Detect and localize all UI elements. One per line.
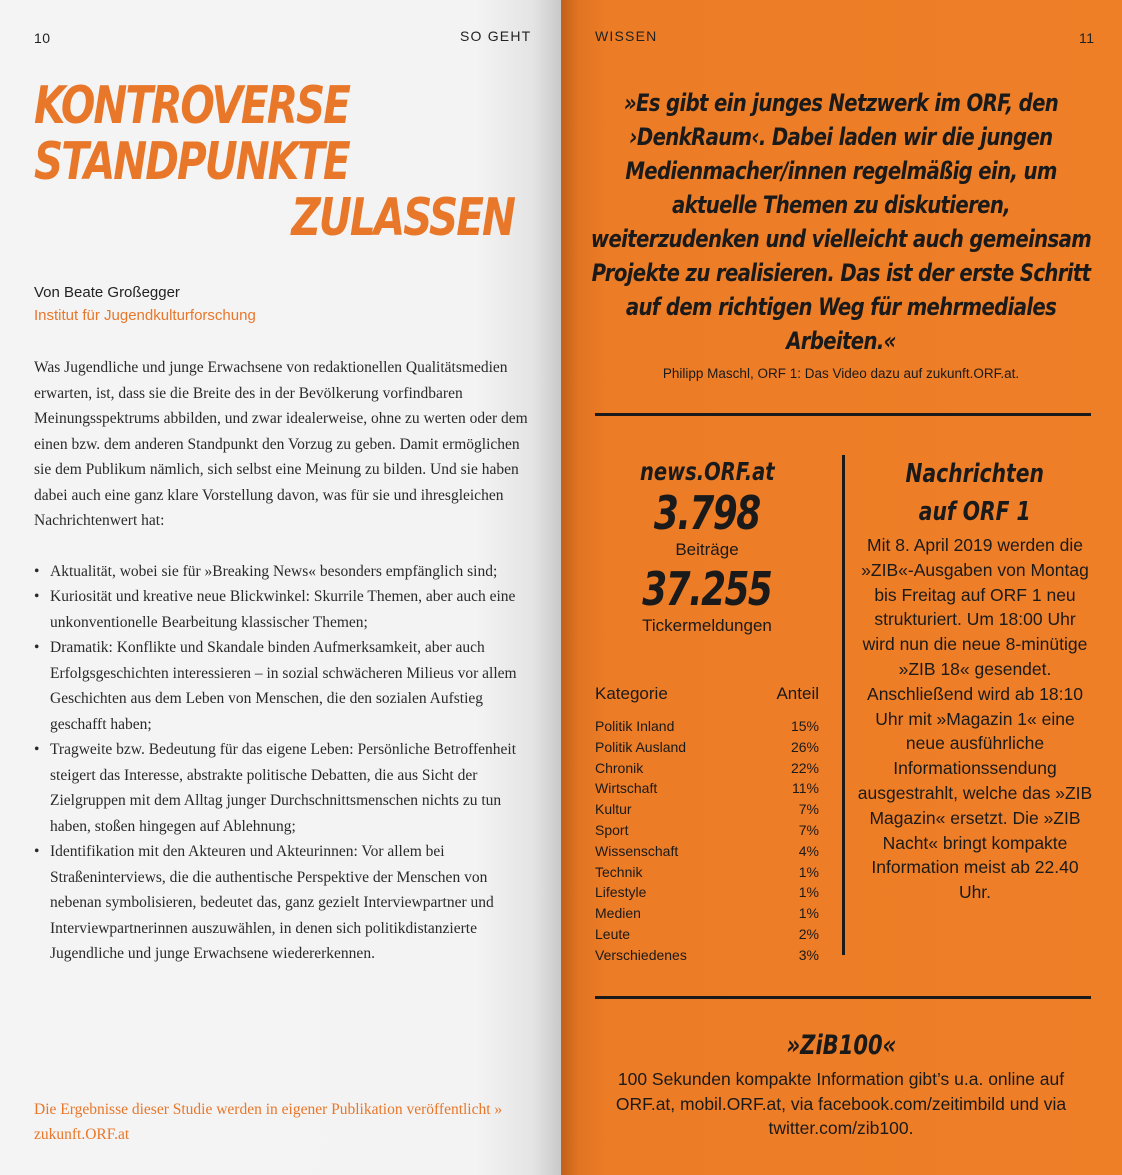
pull-quote	[591, 86, 1091, 358]
share-cell: 7%	[798, 801, 819, 818]
category-cell: Leute	[595, 925, 631, 942]
share-cell: 1%	[798, 863, 819, 880]
section-label-right: WISSEN	[595, 28, 658, 44]
headline-line-1: KONTROVERSE	[34, 76, 349, 136]
headline-line-2: STANDPUNKTE	[34, 132, 349, 192]
news-orf-title: news.ORF.at	[639, 457, 775, 486]
table-row	[595, 882, 819, 903]
author-institution: Institut für Jugendkulturforschung	[34, 307, 256, 324]
category-cell: Kultur	[595, 801, 632, 818]
share-cell: 3%	[798, 946, 819, 963]
right-page	[561, 0, 1122, 1175]
category-cell: Medien	[595, 905, 641, 922]
orf1-description: Mit 8. April 2019 werden die »ZIB«-Ausgaben von Montag bis Freitag auf ORF 1 neu strukturiert. Um 18:00 Uhr wird nun die neue 8-minütige »ZIB 18« gesendet. Anschließend wird ab 18:10 Uhr mit »Magazin 1« eine neue ausführliche Informationssendung ausgestrahlt, welche das »ZIB Magazin« ersetzt. Die »ZIB Nacht« bringt kompakte Information meist ab 22.40 Uhr.	[857, 535, 1093, 903]
divider-bottom	[595, 996, 1091, 999]
category-cell: Sport	[595, 821, 629, 838]
category-table	[595, 684, 819, 966]
table-row	[595, 758, 819, 779]
category-cell: Politik Ausland	[595, 738, 687, 755]
table-row	[595, 737, 819, 758]
category-cell: Lifestyle	[595, 884, 647, 901]
share-cell: 1%	[798, 905, 819, 922]
stat-ticker-value: 37.255	[642, 562, 772, 616]
table-row	[595, 820, 819, 841]
share-cell: 15%	[790, 718, 819, 734]
zib100-description: 100 Sekunden kompakte Information gibt’s u.a. online auf ORF.at, mobil.ORF.at, via facebook.com/zeitimbild und via twitter.com/zib100.	[615, 1069, 1067, 1138]
share-cell: 11%	[792, 780, 819, 797]
author-byline: Von Beate Großegger	[34, 284, 180, 301]
list-item: • Identifikation mit den Akteuren und Akteurinnen: Vor allem bei Straßeninterviews, die die authentische Perspektive der Menschen von nebenan symbolisieren, bedeutet das, ganz gezielt Interviewpartner und Interviewpartnerinnen auszuwählen, in denen sich politikdistanzierte Jugendliche und junge Erwachsene wiedererkennen.	[34, 839, 534, 967]
table-header	[595, 684, 819, 704]
list-item: • Dramatik: Konflikte und Skandale binden Aufmerksamkeit, aber auch Erfolgsgeschichten interessieren – in sozial schwächeren Milieus vor allem Geschichten aus dem Leben von Menschen, die den sozialen Aufstieg geschafft haben;	[34, 635, 534, 737]
zib100-box	[591, 1030, 1091, 1141]
category-cell: Technik	[595, 863, 643, 880]
stat-posts-label: Beiträge	[675, 540, 739, 559]
share-cell: 22%	[790, 759, 819, 776]
divider-top	[595, 413, 1091, 416]
bullet-list	[34, 559, 534, 967]
category-cell: Politik Inland	[595, 718, 675, 734]
stat-ticker-label: Tickermeldungen	[642, 616, 772, 635]
column-header-category: Kategorie	[595, 684, 668, 703]
category-cell: Chronik	[595, 759, 644, 776]
table-row	[595, 903, 819, 924]
orf1-title-line-2: auf ORF 1	[919, 497, 1031, 527]
share-cell: 26%	[790, 738, 819, 755]
page-number-left: 10	[34, 30, 51, 46]
pull-quote-text: »Es gibt ein junges Netzwerk im ORF, den ›DenkRaum‹. Dabei laden wir die jungen Medienmacher/innen regelmäßig ein, um aktuelle Themen zu diskutieren, weiterzudenken und vielleicht auch gemeinsam Projekte zu realisieren. Das ist der erste Schritt auf dem richtigen Weg für mehrmediales Arbeiten.«	[590, 89, 1092, 355]
column-header-share: Anteil	[776, 684, 819, 703]
page-number-right: 11	[1079, 30, 1095, 46]
headline-line-3: ZULASSEN	[291, 188, 515, 248]
publication-note-link[interactable]: Die Ergebnisse dieser Studie werden in eigener Publikation veröffentlicht » zukunft.ORF.at	[34, 1101, 503, 1143]
share-cell: 4%	[798, 842, 819, 859]
share-cell: 1%	[798, 884, 819, 901]
share-cell: 7%	[798, 821, 819, 838]
list-item: • Tragweite bzw. Bedeutung für das eigene Leben: Persönliche Betroffenheit steigert das Interesse, abstrakte politische Debatten, die aus Sicht der Zielgruppen mit dem Alltag junger Durchschnittsmenschen nichts zu tun haben, stoßen hingegen auf Ablehnung;	[34, 737, 534, 839]
article-headline	[34, 76, 515, 248]
section-label-left: SO GEHT	[460, 28, 532, 44]
table-row	[595, 862, 819, 883]
category-cell: Wirtschaft	[595, 780, 658, 797]
table-row	[595, 924, 819, 945]
list-item: • Aktualität, wobei sie für »Breaking News« besonders empfänglich sind;	[34, 559, 534, 585]
table-row	[595, 945, 819, 966]
intro-paragraph: Was Jugendliche und junge Erwachsene von redaktionellen Qualitätsmedien erwarten, ist, dass sie die Breite des in der Bevölkerung vorfindbaren Meinungsspektrums abbilden, und zwar idealerweise, ohne zu werten oder dem einen bzw. dem anderen Standpunkt den Vorzug zu geben. Damit ermöglichen sie dem Publikum nämlich, sich selbst eine Meinung zu bilden. Und sie haben dabei auch eine ganz klare Vorstellung davon, was für sie und ihresgleichen Nachrichtenwert hat:	[34, 359, 528, 529]
divider-vertical	[842, 455, 845, 955]
category-cell: Wissenschaft	[595, 842, 679, 859]
table-row	[595, 841, 819, 862]
zib100-title: »ZiB100«	[786, 1030, 896, 1061]
table-row	[595, 799, 819, 820]
share-cell: 2%	[798, 925, 819, 942]
article-body	[34, 355, 534, 967]
table-row	[595, 778, 819, 799]
table-row	[595, 716, 819, 737]
news-orf-box	[595, 455, 819, 636]
category-cell: Verschiedenes	[595, 946, 687, 963]
orf1-title-line-1: Nachrichten	[905, 459, 1045, 489]
quote-caption: Philipp Maschl, ORF 1: Das Video dazu auf zukunft.ORF.at.	[662, 366, 1020, 381]
list-item: • Kuriosität und kreative neue Blickwinkel: Skurrile Themen, aber auch eine unkonventionelle Bearbeitung klassischer Themen;	[34, 584, 534, 635]
orf1-news-box	[857, 455, 1093, 905]
stat-posts-value: 3.798	[654, 486, 760, 540]
